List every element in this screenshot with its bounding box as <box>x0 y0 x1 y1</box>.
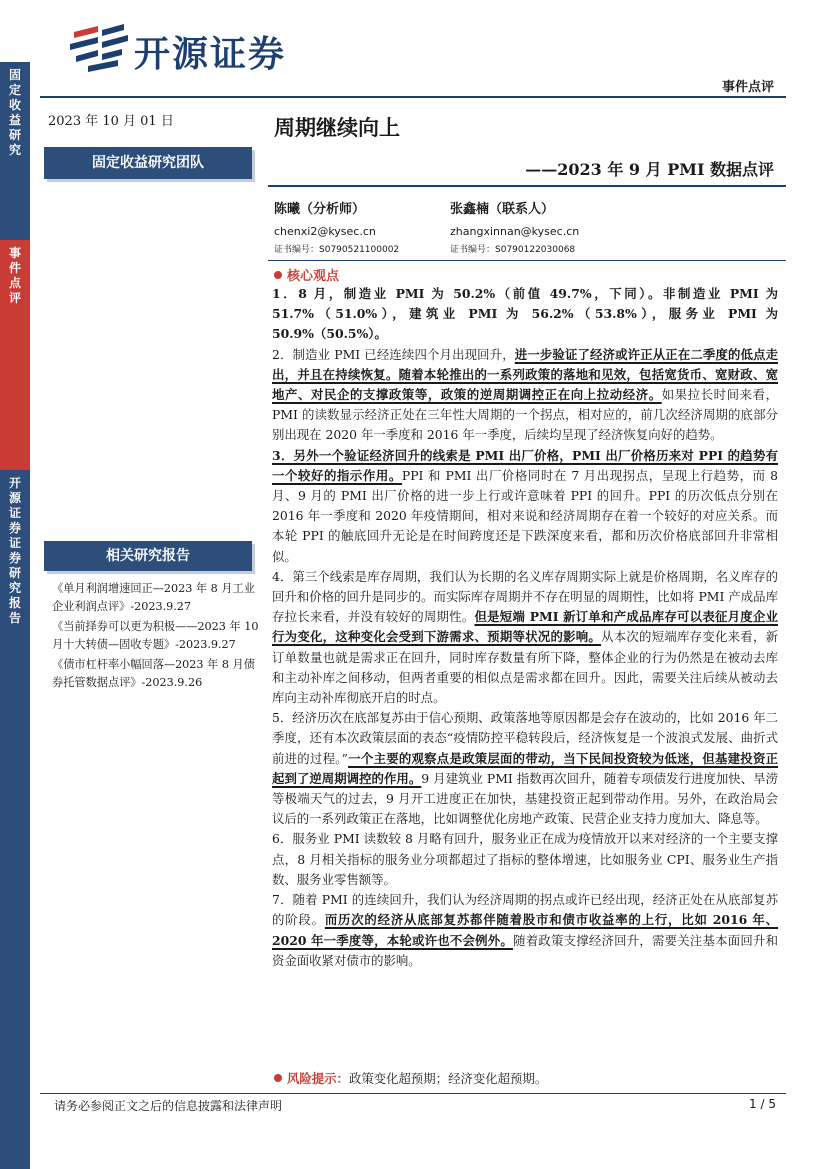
sidebar-segment-report: 开源证券 证券研究报告 <box>0 470 30 1169</box>
bullet-dot-icon <box>274 1074 282 1082</box>
related-reports-label: 相关研究报告 <box>44 541 252 571</box>
risk-warning: 风险提示：政策变化超预期；经济变化超预期。 <box>274 1069 547 1087</box>
page-number: 1 / 5 <box>749 1097 776 1111</box>
sidebar-segment-event: 事件点评 <box>0 240 30 470</box>
author-divider <box>268 260 786 261</box>
paragraph-5: 5．经济历次在底部复苏由于信心预期、政策落地等原因都是会存在波动的，比如 2016 年二季度，还有本次政策层面的表态“疫情防控平稳转段后，经济恢复是一个波浪式发展、曲折式前进的过程。”一个主要的观察点是政策层面的带动，当下民间投资较为低迷，但基建投资正起到了逆周期调控的作用。9 月建筑业 PMI 指数再次回升，随着专项债发行进度加快、旱涝等极端天气的过去，9 月开工进度正在加快，基建投资正起到带动作用。另外，在政治局会议后的一系列政策正在落地，比如调整优化房地产政策、民营企业支持力度加大、降息等。 <box>272 710 778 827</box>
sidebar-segment-fixed-income: 固定收益研究 <box>0 62 30 240</box>
footer-divider <box>40 1093 786 1094</box>
report-type: 事件点评 <box>721 80 774 95</box>
paragraph-1: 1．8 月，制造业 PMI 为 50.2%（前值 49.7%，下同）。非制造业 PMI 为 51.7%（51.0%），建筑业 PMI 为 56.2%（53.8%），服务业 PMI 为 50.9%（50.5%）。 <box>272 286 778 342</box>
related-report-item[interactable]: 《单月利润增速回正—2023 年 8 月工业企业利润点评》-2023.9.27 <box>52 582 255 613</box>
paragraph-2: 2．制造业 PMI 已经连续四个月出现回升，进一步验证了经济或许正从正在二季度的低点走出，并且在持续恢复。随着本轮推出的一系列政策的落地和见效，包括宽货币、宽财政、宽地产、对民企的支撑政策等，政策的逆周期调控正在向上拉动经济。如果拉长时间来看，PMI 的读数显示经济正处在三年性大周期的一个拐点，相对应的，前几次经济周期的底部分别出现在 2020 年一季度和 2016 年一季度，后续均呈现了经济恢复向好的趋势。 <box>272 346 779 443</box>
author-block <box>274 198 399 255</box>
author-cert: 证书编号：S0790122030068 <box>450 245 576 255</box>
paragraph-6: 6．服务业 PMI 读数较 8 月略有回升，服务业正在成为疫情放开以来对经济的一个主要支撑点，8 月相关指标的服务业分项都超过了指标的整体增速，比如服务业 CPI、服务业生产指数、服务业零售额等。 <box>272 831 778 887</box>
core-viewpoint-label: 核心观点 <box>274 265 339 284</box>
page-subtitle: ——2023 年 9 月 PMI 数据点评 <box>525 160 774 179</box>
related-reports-list <box>52 580 262 695</box>
author-email: chenxi2@kysec.cn <box>274 225 376 238</box>
paragraph-7: 7．随着 PMI 的连续回升，我们认为经济周期的拐点或许已经出现，经济正处在从底部复苏的阶段。而历次的经济从底部复苏都伴随着股市和债市收益率的上行，比如 2016 年、2020 年一季度等，本轮或许也不会例外。随着政策支撑经济回升，需要关注基本面回升和资金面收紧对债市的影响。 <box>272 892 778 968</box>
page-title: 周期继续向上 <box>274 116 400 140</box>
company-logo <box>68 24 328 74</box>
paragraph-3: 3．另外一个验证经济回升的线索是 PMI 出厂价格，PMI 出厂价格历来对 PPI 的趋势有一个较好的指示作用。PPI 和 PMI 出厂价格同时在 7 月出现拐点，呈现上行趋势，而 8 月、9 月的 PMI 出厂价格的进一步上行或许意味着 PPI 的回升。PPI 的历次低点分别在 2016 年一季度和 2020 年疫情期间，相对来说和经济周期存在着一个较好的对应关系。而本轮 PPI 的触底回升无论是在时间跨度还是下跌深度来看，都和历次价格底部回升非常相似。 <box>272 447 778 564</box>
report-date: 2023 年 10 月 01 日 <box>48 114 174 129</box>
logo-text: 开源证券 <box>134 34 287 75</box>
related-report-item[interactable]: 《债市杠杆率小幅回落—2023 年 8 月债券托管数据点评》-2023.9.26 <box>52 658 255 689</box>
logo-mark-icon <box>68 24 130 74</box>
paragraph-4: 4．第三个线索是库存周期，我们认为长期的名义库存周期实际上就是价格周期，名义库存的回升和价格的回升是同步的。而实际库存周期并不存在明显的周期性，比如将 PMI 产成品库存拉长来看，并没有较好的周期性。但是短端 PMI 新订单和产成品库存可以表征月度企业行为变化，这种变化会受到下游需求、预期等状况的影响。从本次的短端库存变化来看，新订单数量也就是需求正在回升，同时库存数量有所下降，整体企业的行为仍然是在被动去库和主动补库之间移动，但两者重要的相似点是需求都在回升。因此，需要关注后续从被动去库向主动补库彻底开启的时点。 <box>272 568 779 706</box>
footer-disclaimer: 请务必参阅正文之后的信息披露和法律声明 <box>54 1099 283 1113</box>
author-email: zhangxinnan@kysec.cn <box>450 225 580 238</box>
sidebar <box>0 0 30 1169</box>
title-divider <box>268 185 786 187</box>
author-block <box>450 198 579 255</box>
related-report-item[interactable]: 《当前择券可以更为积极——2023 年 10 月十大转债—固收专题》-2023.9.27 <box>52 620 259 651</box>
header-divider <box>40 96 786 98</box>
team-label: 固定收益研究团队 <box>44 147 252 179</box>
bullet-dot-icon <box>274 271 282 279</box>
author-cert: 证书编号：S0790521100002 <box>274 245 400 255</box>
author-name: 陈曦（分析师） <box>274 202 366 217</box>
author-name: 张鑫楠（联系人） <box>450 202 555 217</box>
core-viewpoint-body <box>272 284 778 971</box>
